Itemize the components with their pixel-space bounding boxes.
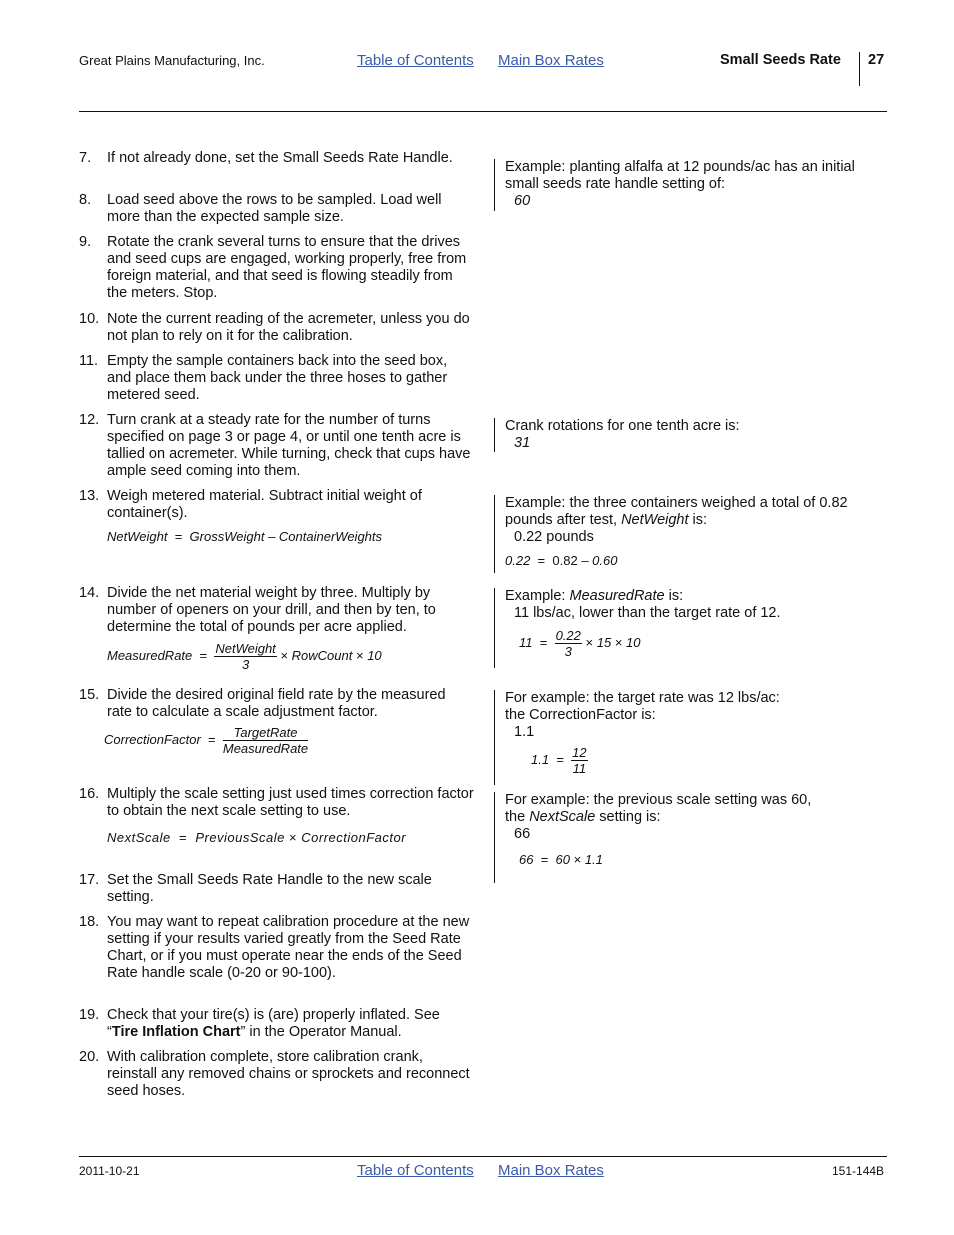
footer-main-box-rates-link[interactable]: Main Box Rates (498, 1162, 604, 1179)
step-text: Divide the desired original field rate by the measured rate to calculate a scale adjustment factor. (107, 687, 446, 720)
side-note-net-weight: Example: the three containers weighed a total of 0.82 pounds after test, NetWeight is: 0.22 pounds 0.22 = 0.82 – 0.60 (494, 495, 855, 573)
step-text: Rotate the crank several turns to ensure that the drives and seed cups are engaged, working properly, free from foreign material, and that seed is flowing steadily from the meters. Stop. (107, 234, 467, 301)
step-14 (79, 585, 474, 636)
footer-document-number: 151-144B (832, 1164, 885, 1178)
side-note-next-scale: For example: the previous scale setting was 60, the NextScale setting is: 66 66 = 60 × 1.1 (494, 792, 905, 883)
step-16 (79, 786, 474, 820)
section-title: Small Seeds Rate (720, 52, 841, 68)
step-13 (79, 488, 474, 522)
step-number: 12. (79, 412, 100, 428)
step-8 (79, 192, 474, 226)
side-note-correction-factor: For example: the target rate was 12 lbs/ac: the CorrectionFactor is: 1.1 1.1 = $\frac{12}{11}$ (494, 690, 905, 785)
step-text: Empty the sample containers back into the seed box, and place them back under the three hoses to gather metered seed. (107, 353, 448, 403)
side-note-value: 1.1 (514, 724, 535, 740)
step-9 (79, 234, 474, 302)
side-note-value: 66 (514, 826, 531, 842)
step-number: 16. (79, 786, 100, 802)
step-text: Weigh metered material. Subtract initial weight of container(s). (107, 488, 422, 521)
step-7 (79, 150, 474, 167)
step-number: 10. (79, 311, 100, 327)
step-number: 20. (79, 1049, 100, 1065)
side-note-value: 11 lbs/ac, lower than the target rate of 12. (514, 605, 781, 621)
side-formula: 66 = 60 × 1.1 (519, 852, 603, 867)
side-formula: 11 = $\frac{0.22}{3}$ × 15 × 10 (519, 628, 641, 659)
step-text: If not already done, set the Small Seeds Rate Handle. (107, 150, 453, 166)
step-17 (79, 872, 474, 906)
side-note-crank-rotations: Crank rotations for one tenth acre is: 31 (494, 418, 905, 452)
step-number: 19. (79, 1007, 100, 1023)
formula-net-weight: NetWeight = GrossWeight – ContainerWeights (107, 529, 383, 544)
step-number: 14. (79, 585, 100, 601)
step-text: You may want to repeat calibration procedure at the new setting if your results varied greatly from the Seed Rate Chart, or if you must operate near the ends of the Seed Rate handle scale (0-20 or 90-100). (107, 914, 470, 981)
formula-correction-factor: CorrectionFactor = $\frac{\text{TargetRate}}{\text{MeasuredRate}}$ (104, 725, 309, 756)
header-rule (79, 111, 887, 112)
side-formula: 1.1 = $\frac{12}{11}$ (531, 745, 587, 776)
step-text: Set the Small Seeds Rate Handle to the new scale setting. (107, 872, 432, 905)
step-20 (79, 1049, 474, 1100)
footer-table-of-contents-link[interactable]: Table of Contents (357, 1162, 474, 1179)
step-11 (79, 353, 474, 404)
side-note-value: 31 (514, 435, 531, 451)
side-note-measured-rate: Example: MeasuredRate is: 11 lbs/ac, lower than the target rate of 12. 11 = $\frac{0.22}{3}$ × 15 × 10 (494, 588, 905, 668)
step-number: 7. (79, 150, 92, 166)
step-text: Check that your tire(s) is (are) properly inflated. See “Tire Inflation Chart” in the Operator Manual. (107, 1007, 440, 1040)
step-number: 18. (79, 914, 100, 930)
step-number: 17. (79, 872, 100, 888)
step-number: 15. (79, 687, 100, 703)
formula-next-scale: NextScale = PreviousScale × CorrectionFactor (107, 830, 407, 845)
tire-inflation-chart-ref: Tire Inflation Chart (111, 1024, 241, 1040)
step-text: Divide the net material weight by three. Multiply by number of openers on your drill, and then by ten, to determine the total of pounds per acre applied. (107, 585, 436, 635)
footer-date: 2011-10-21 (79, 1164, 140, 1178)
step-10 (79, 311, 474, 345)
side-note-value: 0.22 pounds (514, 529, 594, 545)
step-number: 11. (79, 353, 99, 369)
side-note-initial-setting: Example: planting alfalfa at 12 pounds/ac has an initial small seeds rate handle setting of: 60 (494, 159, 890, 211)
side-note-value: 60 (514, 193, 531, 209)
step-text: Note the current reading of the acremeter, unless you do not plan to rely on it for the calibration. (107, 311, 470, 344)
step-text: With calibration complete, store calibration crank, reinstall any removed chains or sprockets and reconnect seed hoses. (107, 1049, 470, 1099)
step-19 (79, 1007, 474, 1041)
page-number: 27 (868, 52, 885, 68)
step-text: Turn crank at a steady rate for the number of turns specified on page 3 or page 4, or until one tenth acre is tallied on acremeter. While turning, check that cups have ample seed coming into them. (107, 412, 471, 479)
step-text: Multiply the scale setting just used times correction factor to obtain the next scale setting to use. (107, 786, 474, 819)
step-18 (79, 914, 474, 982)
step-number: 8. (79, 192, 92, 208)
side-formula: 0.22 = 0.82 – 0.60 (505, 553, 618, 568)
formula-measured-rate: MeasuredRate = $\frac{\text{NetWeight}}{3}$ × RowCount × 10 (107, 641, 382, 672)
step-12 (79, 412, 474, 480)
header-divider (859, 52, 860, 86)
step-text: Load seed above the rows to be sampled. Load well more than the expected sample size. (107, 192, 442, 225)
step-number: 13. (79, 488, 100, 504)
step-number: 9. (79, 234, 92, 250)
company-name: Great Plains Manufacturing, Inc. (79, 53, 265, 68)
step-15 (79, 687, 474, 721)
footer-rule (79, 1156, 887, 1157)
header-table-of-contents-link[interactable]: Table of Contents (357, 52, 474, 69)
header-main-box-rates-link[interactable]: Main Box Rates (498, 52, 604, 69)
